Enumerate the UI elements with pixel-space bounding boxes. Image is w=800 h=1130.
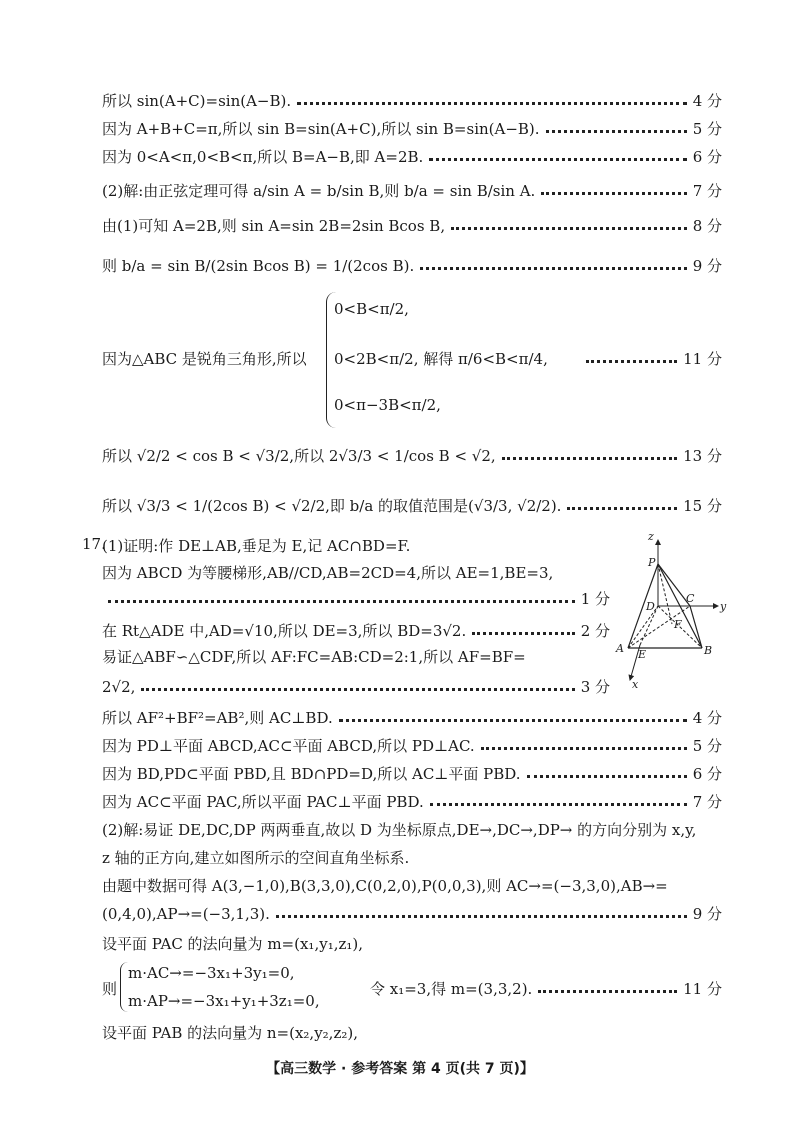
inequality-1: 0<B<π/2,	[334, 300, 409, 318]
leader-dots	[527, 775, 687, 778]
score-mark: 4 分	[692, 92, 722, 110]
problem-number: 17.	[82, 535, 106, 553]
score-mark: 9 分	[692, 905, 722, 923]
p17-line-11: z 轴的正方向,建立如图所示的空间直角坐标系.	[102, 849, 410, 867]
line-text: 所以 AF²+BF²=AB²,则 AC⊥BD.	[102, 709, 333, 727]
score-mark: 5 分	[692, 737, 722, 755]
p17-line-9	[102, 791, 722, 812]
leader-dots	[108, 600, 575, 603]
p17-line-3	[102, 620, 610, 641]
p17-line-2: 因为 ABCD 为等腰梯形,AB//CD,AB=2CD=4,所以 AE=1,BE=3,	[102, 564, 554, 582]
line-text: 因为 A+B+C=π,所以 sin B=sin(A+C),所以 sin B=sin(A−B).	[102, 120, 540, 138]
line-text: 在 Rt△ADE 中,AD=√10,所以 DE=3,所以 BD=3√2.	[102, 622, 467, 640]
line-text: 由(1)可知 A=2B,则 sin A=sin 2B=2sin Bcos B,	[102, 217, 446, 235]
p17-then: 则	[102, 980, 118, 998]
score-mark: 9 分	[692, 257, 722, 275]
p17-line-12: 由题中数据可得 A(3,−1,0),B(3,3,0),C(0,2,0),P(0,0,3),则 AC→=(−3,3,0),AB→=	[102, 877, 668, 895]
pyramid-figure	[610, 530, 730, 690]
line-text: 则 b/a = sin B/(2sin Bcos B) = 1/(2cos B).	[102, 257, 415, 275]
score-mark: 7 分	[692, 793, 722, 811]
score-mark: 7 分	[692, 182, 722, 200]
score-line-11	[580, 348, 722, 369]
line-text: 因为 AC⊂平面 PAC,所以平面 PAC⊥平面 PBD.	[102, 793, 424, 811]
label-z: z	[648, 530, 654, 543]
line-text: (0,4,0),AP→=(−3,1,3).	[102, 904, 270, 923]
line-text: 所以 √3/3 < 1/(2cos B) < √2/2,即 b/a 的取值范围是(√3/3, √2/2).	[102, 497, 562, 515]
label-D: D	[646, 600, 655, 613]
leader-dots	[481, 747, 687, 750]
score-mark: 1 分	[580, 590, 610, 608]
leader-dots	[451, 227, 687, 230]
leader-dots	[472, 632, 574, 635]
score-mark: 6 分	[692, 765, 722, 783]
score-mark: 15 分	[683, 497, 722, 515]
score-mark: 8 分	[692, 217, 722, 235]
score-mark: 13 分	[683, 447, 722, 465]
leader-dots	[541, 192, 686, 195]
label-B: B	[704, 644, 713, 657]
line-text: 2√2,	[102, 677, 136, 696]
score-mark: 11 分	[683, 980, 722, 998]
p17-line-16: 设平面 PAB 的法向量为 n=(x₂,y₂,z₂),	[102, 1024, 358, 1042]
leader-dots	[567, 507, 677, 510]
page-footer: 【高三数学 · 参考答案 第 4 页(共 7 页)】	[266, 1061, 534, 1077]
score-mark: 3 分	[580, 678, 610, 696]
leader-dots	[586, 360, 677, 363]
solution-line-4	[102, 180, 722, 201]
line-text: 所以 √2/2 < cos B < √3/2,所以 2√3/3 < 1/cos B < √2,	[102, 447, 496, 465]
p17-line-10: (2)解:易证 DE,DC,DP 两两垂直,故以 D 为坐标原点,DE→,DC→,DP→ 的方向分别为 x,y,	[102, 821, 697, 839]
line-text: 因为 PD⊥平面 ABCD,AC⊂平面 ABCD,所以 PD⊥AC.	[102, 737, 475, 755]
equation-1: m·AC→=−3x₁+3y₁=0,	[128, 964, 295, 982]
leader-dots	[420, 267, 686, 270]
leader-dots	[297, 102, 687, 105]
p17-line-4: 易证△ABF∽△CDF,所以 AF:FC=AB:CD=2:1,所以 AF=BF=	[102, 648, 526, 666]
label-E: E	[638, 648, 647, 661]
label-y: y	[720, 600, 727, 613]
label-C: C	[686, 592, 695, 605]
score-mark: 6 分	[692, 148, 722, 166]
solution-line-6	[102, 255, 722, 276]
solution-line-5	[102, 215, 722, 236]
leader-dots	[339, 719, 687, 722]
line-text: 因为 BD,PD⊂平面 PBD,且 BD∩PD=D,所以 AC⊥平面 PBD.	[102, 765, 521, 783]
p17-line-6	[102, 707, 722, 728]
solution-line-3	[102, 146, 722, 167]
label-F: F	[674, 618, 682, 631]
solution-line-9	[102, 495, 722, 516]
p17-line-5	[102, 676, 610, 697]
p17-line-8	[102, 763, 722, 784]
score-mark: 2 分	[580, 622, 610, 640]
solution-line-8	[102, 445, 722, 466]
label-P: P	[648, 556, 656, 569]
line-text: 所以 sin(A+C)=sin(A−B).	[102, 92, 292, 110]
score-mark: 5 分	[692, 120, 722, 138]
p17-line-14: 设平面 PAC 的法向量为 m=(x₁,y₁,z₁),	[102, 935, 364, 953]
line-text: 因为 0<A<π,0<B<π,所以 B=A−B,即 A=2B.	[102, 148, 424, 166]
p17-line-7	[102, 735, 722, 756]
leader-dots	[430, 803, 687, 806]
p17-line-15	[370, 978, 722, 999]
solution-line-7	[102, 348, 310, 369]
score-mark: 4 分	[692, 709, 722, 727]
line-text: 令 x₁=3,得 m=(3,3,2).	[370, 980, 533, 998]
label-x: x	[632, 678, 639, 690]
inequality-2: 0<2B<π/2, 解得 π/6<B<π/4,	[334, 350, 548, 368]
solution-line-1	[102, 90, 722, 111]
label-A: A	[616, 642, 624, 655]
p17-line-1: (1)证明:作 DE⊥AB,垂足为 E,记 AC∩BD=F.	[102, 537, 411, 555]
leader-dots	[546, 130, 687, 133]
line-text: 因为△ABC 是锐角三角形,所以	[102, 350, 307, 368]
equation-2: m·AP→=−3x₁+y₁+3z₁=0,	[128, 992, 320, 1010]
leader-dots	[429, 158, 686, 161]
p17-score-1	[102, 588, 610, 609]
leader-dots	[141, 688, 574, 691]
line-text: (2)解:由正弦定理可得 a/sin A = b/sin B,则 b/a = sin B/sin A.	[102, 182, 536, 200]
leader-dots	[502, 457, 677, 460]
score-mark: 11 分	[683, 350, 722, 368]
inequality-3: 0<π−3B<π/2,	[334, 396, 441, 414]
leader-dots	[276, 915, 687, 918]
p17-line-13	[102, 903, 722, 924]
leader-dots	[538, 990, 677, 993]
solution-line-2	[102, 118, 722, 139]
